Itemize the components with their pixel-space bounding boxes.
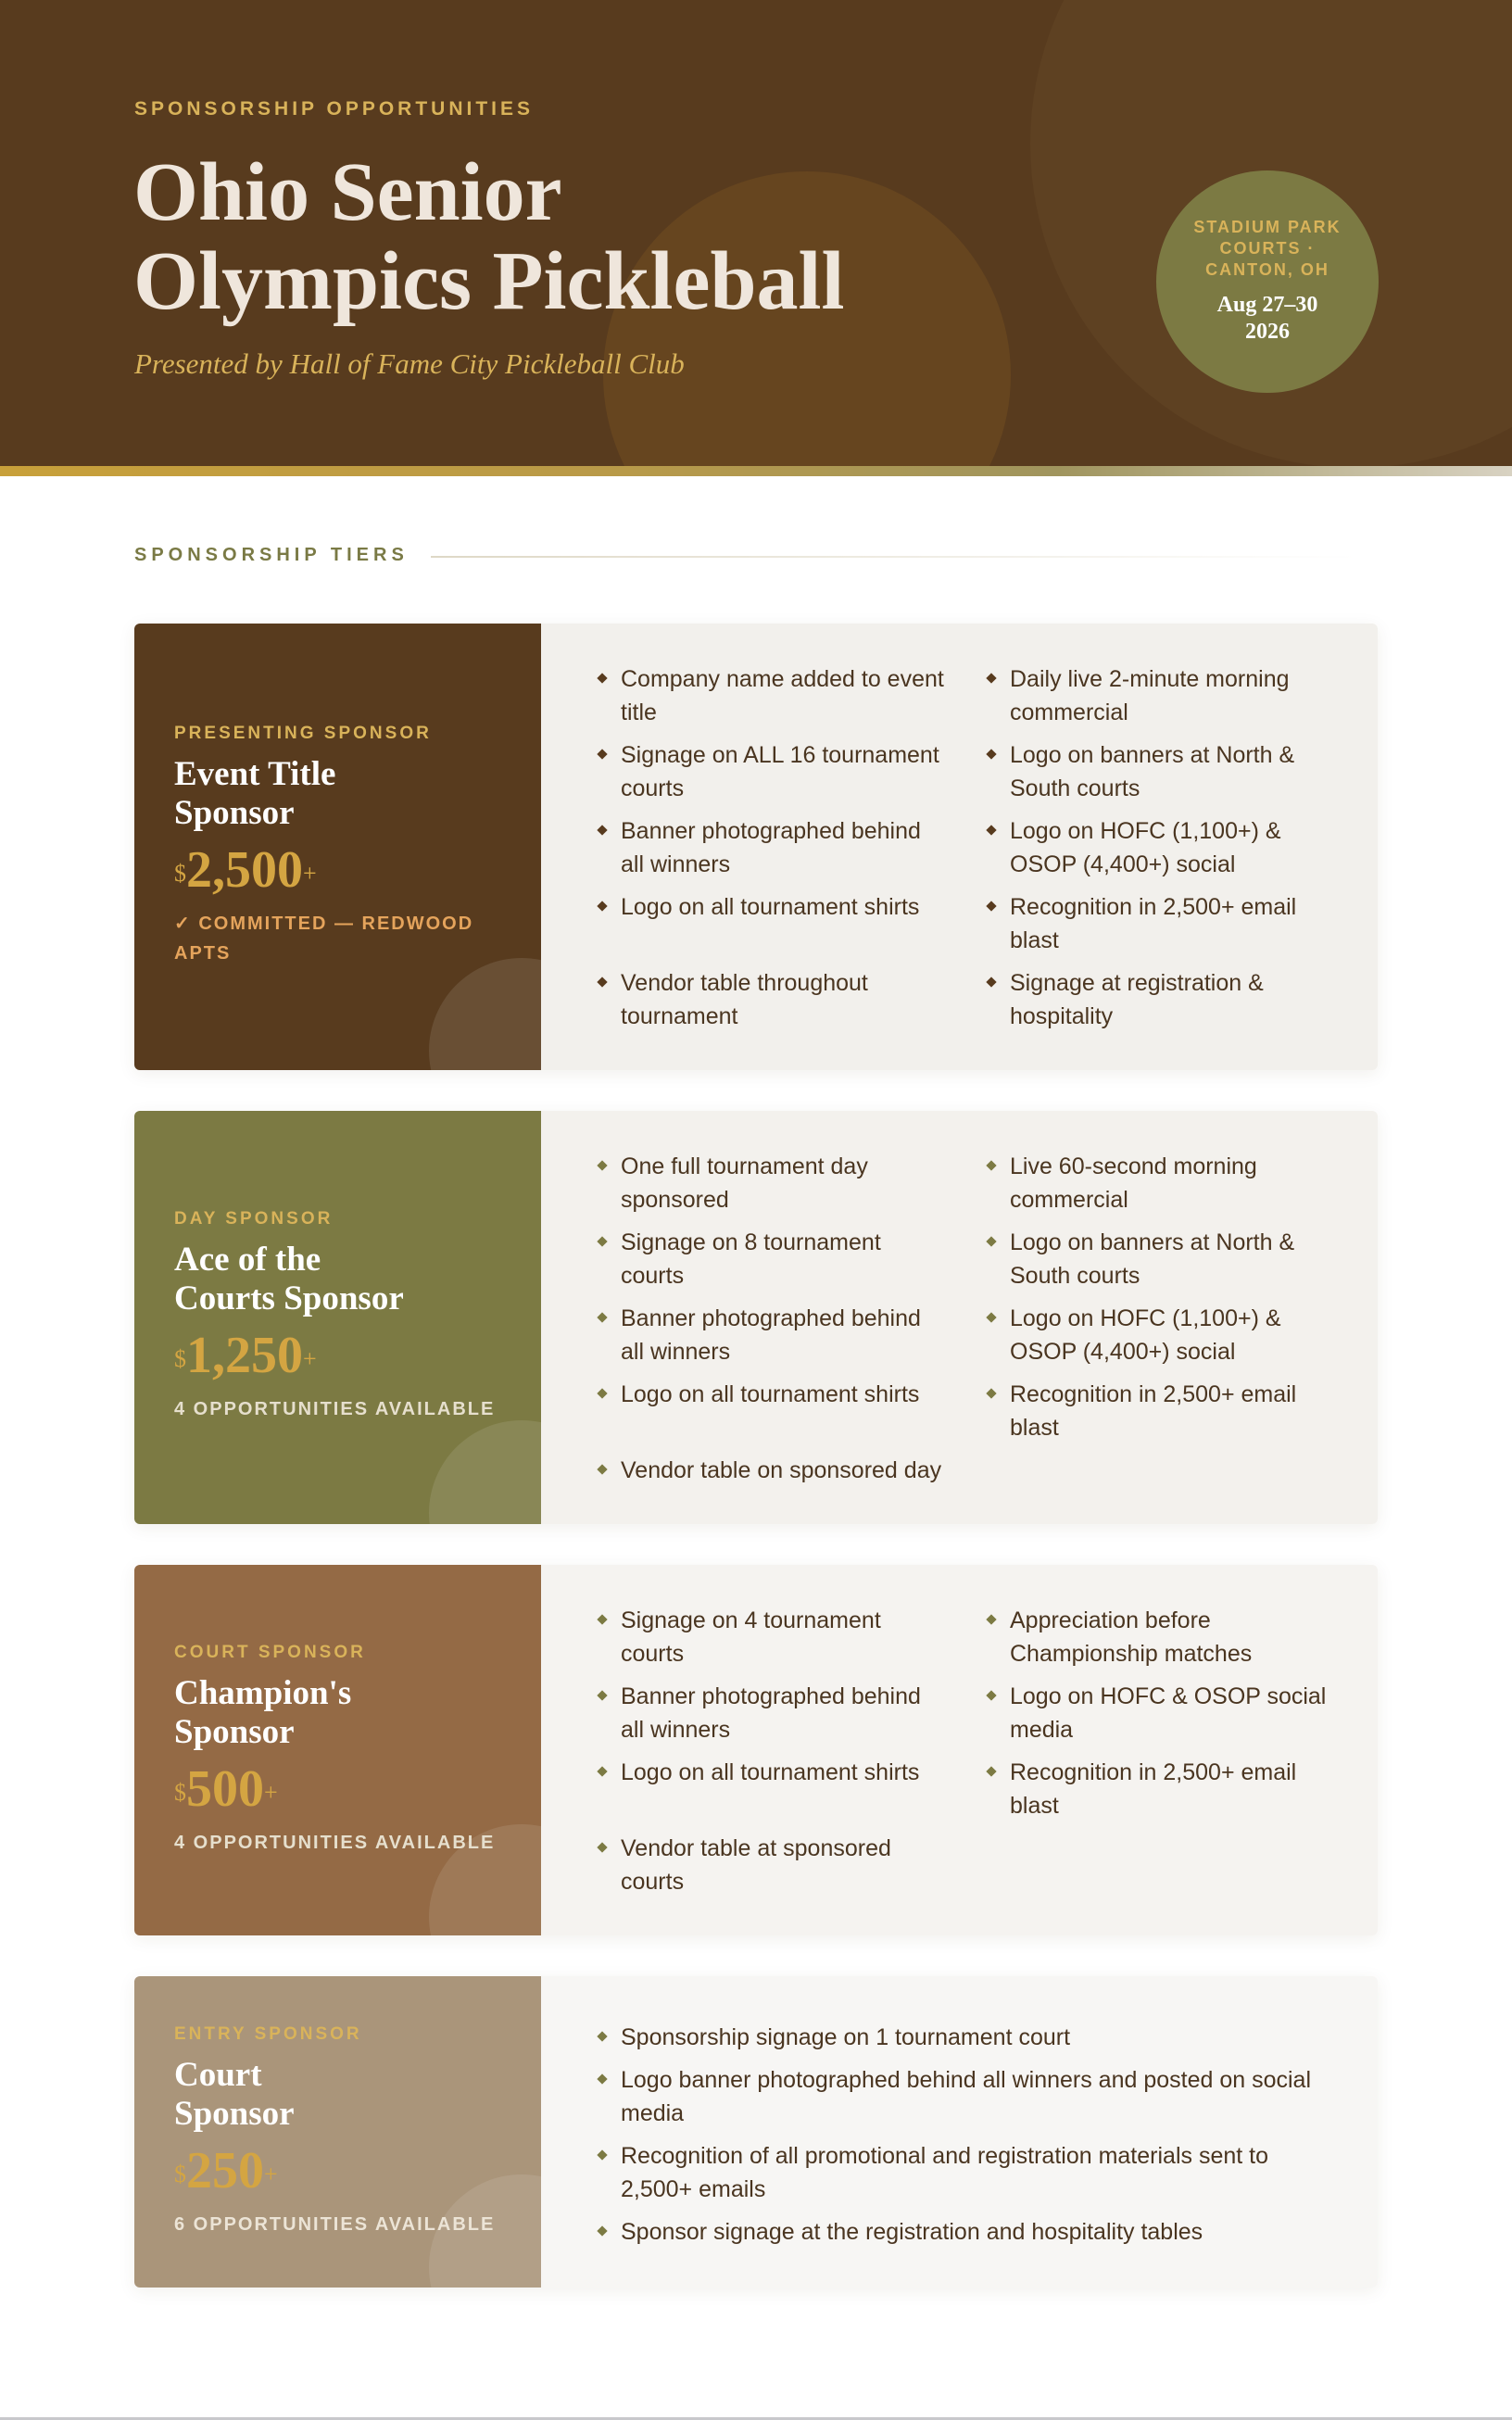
currency-symbol: $ bbox=[174, 1779, 186, 1806]
benefit-item: Banner photographed behind all winners bbox=[595, 814, 947, 881]
currency-symbol: $ bbox=[174, 860, 186, 887]
benefit-item: Signage on ALL 16 tournament courts bbox=[595, 738, 947, 805]
benefit-grid bbox=[595, 662, 1341, 1042]
benefit-item: Vendor table at sponsored courts bbox=[595, 1832, 947, 1898]
badge-date-year: 2026 bbox=[1245, 320, 1290, 344]
section-header bbox=[134, 545, 1376, 565]
tier-availability: 4 OPPORTUNITIES AVAILABLE bbox=[174, 1399, 496, 1419]
tier-price bbox=[174, 2141, 523, 2200]
price-plus: + bbox=[303, 1345, 317, 1372]
benefit-item: Vendor table on sponsored day bbox=[595, 1454, 947, 1487]
benefit-item: One full tournament day sponsored bbox=[595, 1150, 947, 1216]
benefit-item: Signage at registration & hospitality bbox=[984, 966, 1336, 1033]
tier-name-line: Sponsor bbox=[174, 1713, 295, 1751]
price-value: 250 bbox=[186, 2142, 264, 2199]
benefit-item: Live 60-second morning commercial bbox=[984, 1150, 1336, 1216]
decorative-circle bbox=[429, 958, 541, 1070]
decorative-circle bbox=[429, 1420, 541, 1524]
benefit-item: Company name added to event title bbox=[595, 662, 947, 729]
hero-eyebrow: SPONSORSHIP OPPORTUNITIES bbox=[134, 98, 535, 120]
benefit-grid bbox=[595, 1150, 1341, 1496]
benefit-item: Banner photographed behind all winners bbox=[595, 1680, 947, 1746]
hero-banner bbox=[0, 0, 1512, 466]
tier-availability: 4 OPPORTUNITIES AVAILABLE bbox=[174, 1833, 496, 1853]
tier-name-line: Court bbox=[174, 2056, 262, 2094]
tier-price bbox=[174, 1326, 523, 1385]
tier-name-line: Sponsor bbox=[174, 2095, 295, 2133]
tier-name-line: Sponsor bbox=[174, 794, 295, 832]
price-value: 500 bbox=[186, 1760, 264, 1818]
benefit-item: Sponsorship signage on 1 tournament court bbox=[595, 2021, 1336, 2054]
benefit-item: Signage on 4 tournament courts bbox=[595, 1604, 947, 1670]
tier-status: ✓ COMMITTED — REDWOOD APTS bbox=[174, 914, 474, 964]
tier-benefits bbox=[541, 1565, 1378, 1935]
benefit-item: Logo on banners at North & South courts bbox=[984, 738, 1336, 805]
section-divider bbox=[431, 556, 1357, 558]
benefit-list bbox=[595, 2021, 1341, 2258]
page-title-line: Ohio Senior bbox=[133, 146, 562, 238]
benefit-item: Logo on all tournament shirts bbox=[595, 1756, 947, 1822]
price-plus: + bbox=[264, 1779, 278, 1806]
badge-date bbox=[1156, 292, 1379, 346]
tier-summary bbox=[134, 1111, 541, 1524]
page-title-line: Olympics Pickleball bbox=[133, 235, 845, 327]
benefit-item: Logo on banners at North & South courts bbox=[984, 1226, 1336, 1292]
price-value: 2,500 bbox=[186, 841, 303, 899]
tier-benefits bbox=[541, 1111, 1378, 1524]
tier-card-day bbox=[134, 1111, 1378, 1524]
tier-summary bbox=[134, 1565, 541, 1935]
tier-price bbox=[174, 840, 523, 900]
tier-price bbox=[174, 1759, 523, 1819]
benefit-item: Daily live 2-minute morning commercial bbox=[984, 662, 1336, 729]
tier-summary bbox=[134, 624, 541, 1070]
tier-name bbox=[174, 2056, 523, 2134]
benefit-item: Recognition in 2,500+ email blast bbox=[984, 1756, 1336, 1822]
benefit-item: Recognition of all promotional and registration materials sent to 2,500+ emails bbox=[595, 2139, 1336, 2206]
benefit-item: Logo banner photographed behind all winners and posted on social media bbox=[595, 2063, 1336, 2130]
price-value: 1,250 bbox=[186, 1327, 303, 1384]
tier-name-line: Courts Sponsor bbox=[174, 1279, 404, 1317]
benefit-item: Logo on HOFC & OSOP social media bbox=[984, 1680, 1336, 1746]
tier-kind: DAY SPONSOR bbox=[174, 1209, 334, 1229]
tier-name-line: Event Title bbox=[174, 755, 336, 793]
price-plus: + bbox=[303, 860, 317, 887]
event-badge bbox=[1156, 170, 1379, 393]
tier-summary bbox=[134, 1976, 541, 2288]
tier-card-presenting bbox=[134, 624, 1378, 1070]
price-plus: + bbox=[264, 2161, 278, 2187]
tier-benefits bbox=[541, 1976, 1378, 2288]
benefit-item: Recognition in 2,500+ email blast bbox=[984, 1378, 1336, 1444]
benefit-item: Logo on all tournament shirts bbox=[595, 1378, 947, 1444]
benefit-item: Appreciation before Championship matches bbox=[984, 1604, 1336, 1670]
tier-card-court bbox=[134, 1565, 1378, 1935]
tier-name-line: Champion's bbox=[174, 1674, 352, 1712]
tier-name-line: Ace of the bbox=[174, 1241, 321, 1279]
tier-name bbox=[174, 1241, 523, 1318]
tier-card-entry bbox=[134, 1976, 1378, 2288]
hero-subtitle: Presented by Hall of Fame City Pickleball Club bbox=[134, 347, 685, 380]
benefit-item: Logo on HOFC (1,100+) & OSOP (4,400+) social bbox=[984, 814, 1336, 881]
benefit-item: Recognition in 2,500+ email blast bbox=[984, 890, 1336, 957]
benefit-grid bbox=[595, 1604, 1341, 1908]
tier-availability: 6 OPPORTUNITIES AVAILABLE bbox=[174, 2214, 496, 2235]
benefit-item: Sponsor signage at the registration and hospitality tables bbox=[595, 2215, 1336, 2249]
benefit-item: Logo on all tournament shirts bbox=[595, 890, 947, 957]
tier-name bbox=[174, 755, 523, 833]
benefit-item: Logo on HOFC (1,100+) & OSOP (4,400+) social bbox=[984, 1302, 1336, 1368]
tier-kind: PRESENTING SPONSOR bbox=[174, 724, 432, 743]
tier-kind: COURT SPONSOR bbox=[174, 1643, 366, 1662]
benefit-item: Banner photographed behind all winners bbox=[595, 1302, 947, 1368]
tier-benefits bbox=[541, 624, 1378, 1070]
badge-location: STADIUM PARK COURTS · CANTON, OH bbox=[1193, 218, 1342, 279]
currency-symbol: $ bbox=[174, 1345, 186, 1372]
section-label: SPONSORSHIP TIERS bbox=[134, 545, 409, 565]
currency-symbol: $ bbox=[174, 2161, 186, 2187]
tier-name bbox=[174, 1674, 523, 1752]
tier-kind: ENTRY SPONSOR bbox=[174, 2024, 362, 2044]
badge-date-range: Aug 27–30 bbox=[1216, 293, 1318, 317]
benefit-item: Signage on 8 tournament courts bbox=[595, 1226, 947, 1292]
page-title bbox=[133, 148, 967, 326]
benefit-item: Vendor table throughout tournament bbox=[595, 966, 947, 1033]
hero-accent-stripe bbox=[0, 466, 1512, 476]
